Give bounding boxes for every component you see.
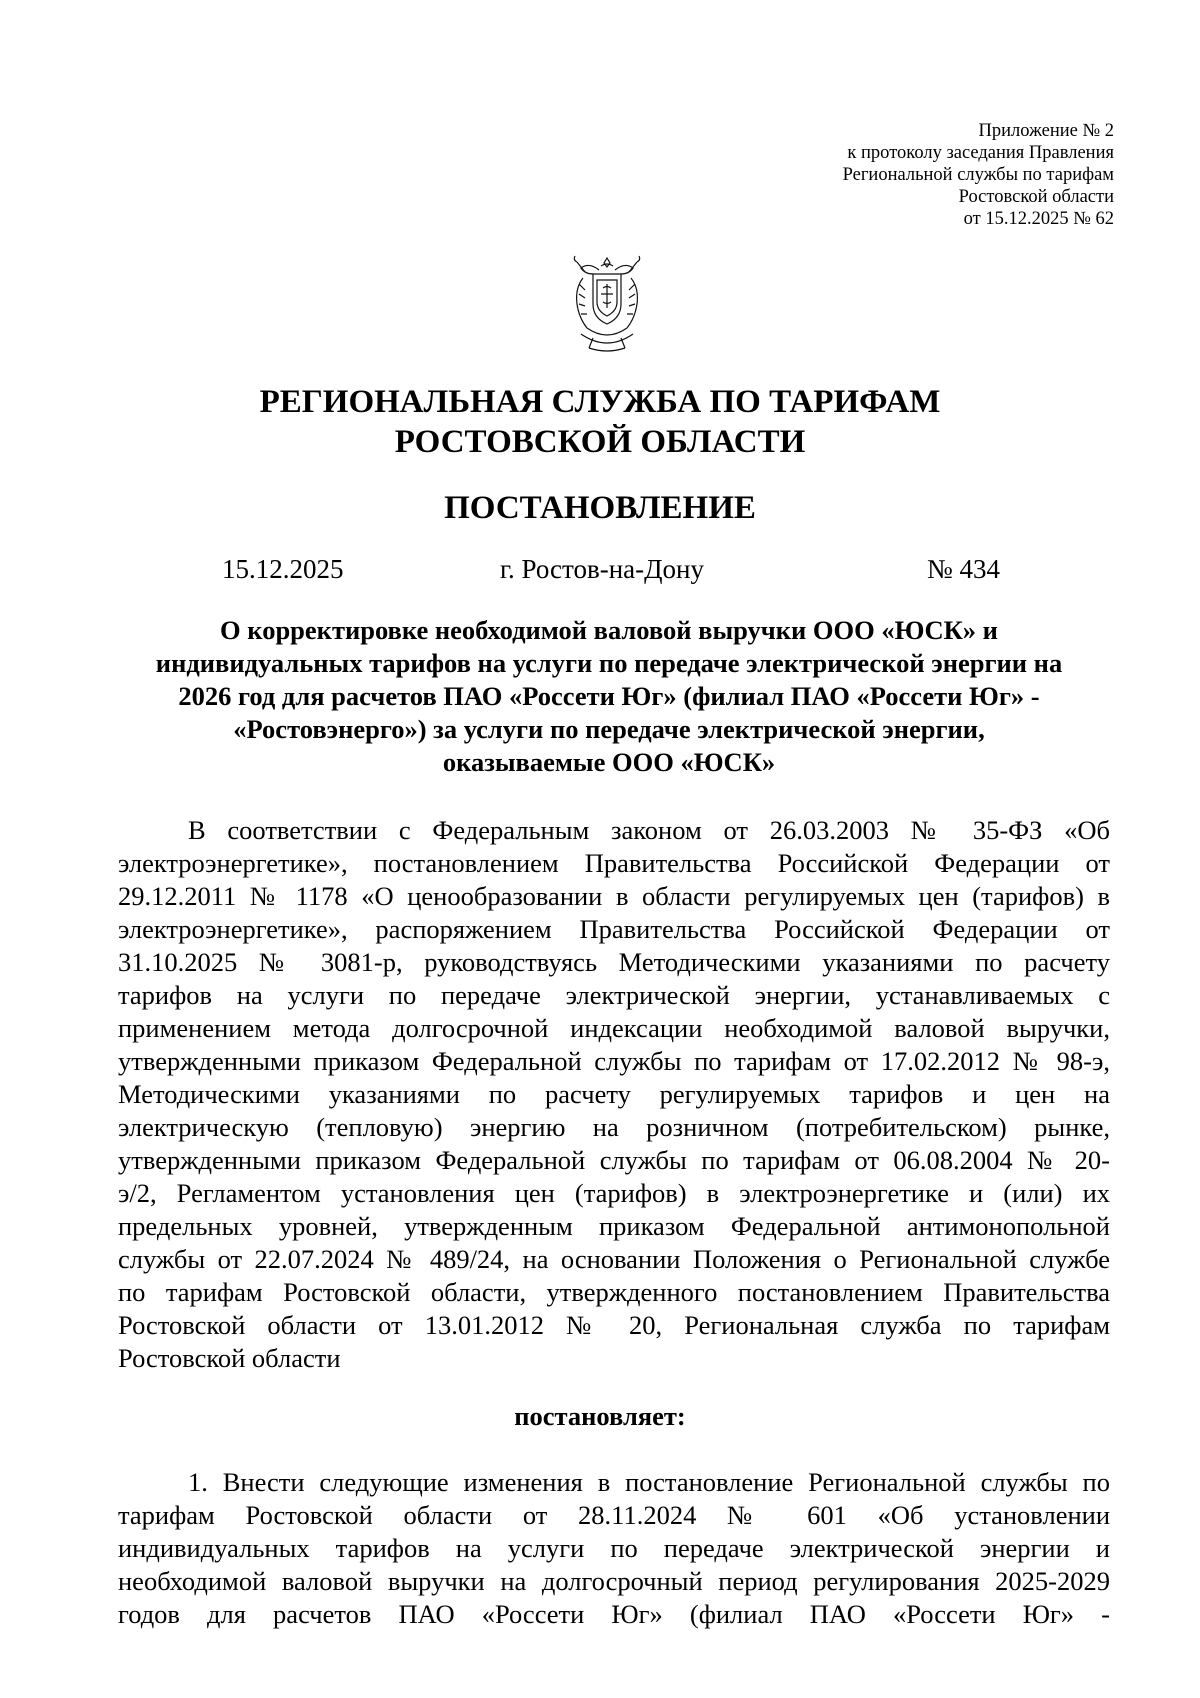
preamble-line: электроэнергетике», распоряжением Правительства Российской Федерации от (118, 914, 1110, 944)
preamble-line: службы от 22.07.2024 № 489/24, на основании Положения о Региональной службе (118, 1244, 1110, 1274)
preamble-line: э/2, Регламентом установления цен (тарифов) в электроэнергетике и (или) их (118, 1178, 1110, 1208)
preamble-line: применением метода долгосрочной индексации необходимой валовой выручки, (118, 1013, 1110, 1043)
preamble-line: В соответствии с Федеральным законом от 26.03.2003 № 35-ФЗ «Об (188, 815, 1110, 845)
subject-line: 2026 год для расчетов ПАО «Россети Юг» (филиал ПАО «Россети Юг» - (178, 681, 1040, 711)
preamble-line: Ростовской области (118, 1343, 341, 1373)
preamble-line: тарифов на услуги по передаче электрической энергии, устанавливаемых с (118, 980, 1110, 1010)
item-1-line: годов для расчетов ПАО «Россети Юг» (филиал ПАО «Россети Юг» - (118, 1599, 1110, 1629)
subject-line: индивидуальных тарифов на услуги по передаче электрической энергии на (155, 648, 1063, 678)
subject-line: оказываемые ООО «ЮСК» (442, 747, 776, 777)
agency-name-line: РОСТОВСКОЙ ОБЛАСТИ (394, 424, 806, 460)
preamble-line: утвержденными приказом Федеральной службы по тарифам от 06.08.2004 № 20- (118, 1145, 1110, 1175)
appendix-line: Приложение № 2 (978, 121, 1114, 141)
decree-word: постановляет: (514, 1401, 686, 1431)
item-1-line: необходимой валовой выручки на долгосрочный период регулирования 2025-2029 (118, 1566, 1110, 1596)
document-number: № 434 (926, 554, 1000, 584)
appendix-note (614, 120, 1114, 230)
document-meta-row (0, 552, 1200, 586)
appendix-line: Ростовской области (958, 187, 1114, 207)
item-1-line: тарифам Ростовской области от 28.11.2024 № 601 «Об установлении (118, 1500, 1110, 1530)
appendix-line: Региональной службы по тарифам (842, 165, 1114, 185)
subject-line: «Ростовэнерго») за услуги по передаче электрической энергии, (233, 714, 985, 744)
preamble-line: электроэнергетике», постановлением Правительства Российской Федерации от (118, 848, 1110, 878)
document-type-title: ПОСТАНОВЛЕНИЕ (444, 490, 756, 526)
subject-line: О корректировке необходимой валовой выручки ООО «ЮСК» и (220, 615, 998, 645)
preamble-line: предельных уровней, утвержденным приказом Федеральной антимонопольной (118, 1211, 1110, 1241)
document-city: г. Ростов-на-Дону (500, 554, 705, 584)
preamble-line: 29.12.2011 № 1178 «О ценообразовании в области регулируемых цен (тарифов) в (118, 881, 1110, 911)
preamble-line: Методическими указаниями по расчету регулируемых тарифов и цен на (118, 1079, 1110, 1109)
appendix-line: к протоколу заседания Правления (847, 143, 1114, 163)
item-1-line: индивидуальных тарифов на услуги по передаче электрической энергии и (118, 1533, 1110, 1563)
preamble-line: 31.10.2025 № 3081-р, руководствуясь Методическими указаниями по расчету (118, 947, 1110, 977)
item-1-paragraph (118, 1466, 1110, 1631)
document-subject (118, 614, 1100, 779)
rostov-oblast-coat-of-arms-icon (563, 254, 651, 354)
preamble-line: утвержденными приказом Федеральной службы по тарифам от 17.02.2012 № 98-э, (118, 1046, 1110, 1076)
item-1-line: 1. Внести следующие изменения в постановление Региональной службы по (188, 1467, 1110, 1497)
preamble-line: электрическую (тепловую) энергию на розничном (потребительском) рынке, (118, 1112, 1110, 1142)
preamble-paragraph (118, 814, 1110, 1375)
preamble-line: по тарифам Ростовской области, утвержденного постановлением Правительства (118, 1277, 1110, 1307)
agency-name (0, 382, 1200, 462)
preamble-line: Ростовской области от 13.01.2012 № 20, Региональная служба по тарифам (118, 1310, 1110, 1340)
appendix-line: от 15.12.2025 № 62 (963, 209, 1114, 229)
document-date: 15.12.2025 (222, 554, 344, 584)
agency-name-line: РЕГИОНАЛЬНАЯ СЛУЖБА ПО ТАРИФАМ (259, 384, 941, 420)
